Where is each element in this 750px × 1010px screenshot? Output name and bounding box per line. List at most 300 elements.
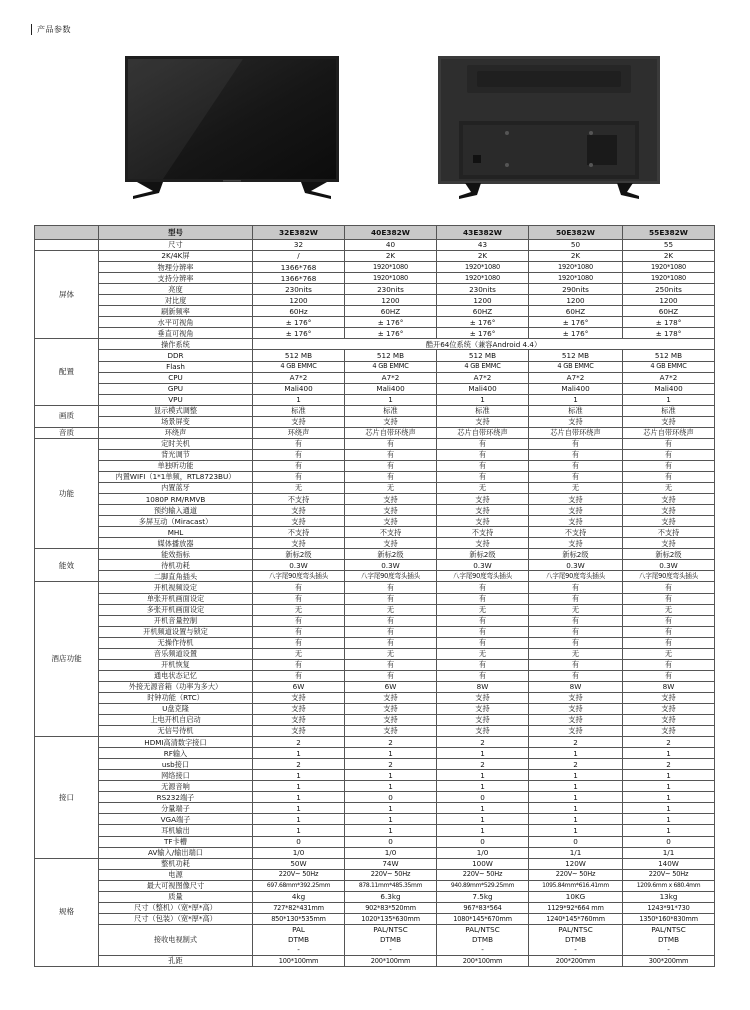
category-cell [35,240,99,251]
value-cell: 2 [437,737,529,748]
table-row [35,471,715,482]
value-cell: 有 [345,659,437,670]
value-line: DTMB [471,934,494,944]
value-cell: 支持 [345,416,437,427]
value-cell: 0.3W [437,560,529,571]
value-cell: 有 [623,626,715,637]
value-cell: 支持 [529,494,623,505]
table-row [35,880,715,891]
value-cell: 1 [437,825,529,836]
value-cell: 1 [529,748,623,759]
value-cell: 有 [529,615,623,626]
value-cell: 1 [437,748,529,759]
value-cell: 有 [437,626,529,637]
value-cell: 60Hz [253,306,345,317]
table-row [35,582,715,593]
row-label: 开机频道设置与锁定 [99,626,253,637]
value-cell: 有 [437,582,529,593]
row-label: RF输入 [99,748,253,759]
table-row [35,681,715,692]
value-cell: 有 [345,471,437,482]
model-header: 40E382W [345,226,437,240]
value-cell: 支持 [623,703,715,714]
table-row [35,604,715,615]
value-cell: 支持 [529,416,623,427]
table-row [35,781,715,792]
value-cell: 有 [437,637,529,648]
table-row [35,593,715,604]
value-cell: 支持 [623,416,715,427]
value-line: PAL [292,924,305,934]
value-cell: 有 [253,449,345,460]
value-cell: 无 [253,604,345,615]
row-label: DDR [99,350,253,361]
value-cell: ± 176° [529,328,623,339]
table-row [35,350,715,361]
size-cell: 50 [529,240,623,251]
row-label: 无操作待机 [99,637,253,648]
value-cell: ± 176° [345,317,437,328]
value-cell: 290nits [529,284,623,295]
value-cell: 1 [529,781,623,792]
value-cell: 1 [345,814,437,825]
value-cell: 1 [623,748,715,759]
value-cell [437,924,529,955]
value-cell: 支持 [345,538,437,549]
row-label: 2K/4K屏 [99,251,253,262]
table-row [35,659,715,670]
value-cell: 1 [253,825,345,836]
table-row [35,737,715,748]
value-cell: 120W [529,858,623,869]
row-label: 最大可视图像尺寸 [99,880,253,891]
row-label: 开机音量控制 [99,615,253,626]
value-cell: 4kg [253,891,345,902]
value-cell: 有 [529,670,623,681]
value-cell: 不支持 [437,527,529,538]
value-cell: 2 [345,759,437,770]
value-cell: 标准 [437,405,529,416]
value-cell: 1240*145*760mm [529,913,623,924]
value-cell: 无 [437,483,529,494]
value-cell: 有 [437,449,529,460]
value-cell: 有 [253,582,345,593]
category-cell: 规格 [35,858,99,966]
table-row [35,427,715,438]
value-cell: 2 [623,759,715,770]
value-cell: 有 [253,615,345,626]
value-line: - [297,944,300,954]
value-cell: 2 [253,737,345,748]
value-cell: 1243*91*730 [623,902,715,913]
value-cell: 无 [529,604,623,615]
row-label: 多屏互动（Miracast） [99,516,253,527]
row-label: 预约输入通道 [99,505,253,516]
value-cell: 1 [623,792,715,803]
row-label: TF卡槽 [99,836,253,847]
value-cell: 512 MB [437,350,529,361]
value-cell: ± 176° [345,328,437,339]
value-cell: 100W [437,858,529,869]
page-title: 产品参数 [37,24,71,34]
row-label: 内置WIFI（1*1单频，RTL8723BU） [99,471,253,482]
value-cell: 1 [345,748,437,759]
value-cell: 1 [253,781,345,792]
value-cell: 0 [437,836,529,847]
row-label: 操作系统 [99,339,253,350]
value-cell: 有 [345,615,437,626]
value-cell: 支持 [529,692,623,703]
value-cell: 有 [623,438,715,449]
value-cell: 50W [253,858,345,869]
table-row [35,869,715,880]
row-label: 电源 [99,869,253,880]
category-cell: 能效 [35,549,99,582]
value-cell: 支持 [345,726,437,737]
value-cell: 6.3kg [345,891,437,902]
value-cell: 支持 [437,416,529,427]
value-cell: / [253,251,345,262]
value-line: DTMB [287,934,310,944]
value-cell: 1 [529,814,623,825]
row-label: 尺寸（包装）（宽*厚*高） [99,913,253,924]
size-cell: 40 [345,240,437,251]
value-cell: Mali400 [623,383,715,394]
value-cell [253,924,345,955]
value-cell: 1129*92*664 mm [529,902,623,913]
table-row [35,516,715,527]
spec-table-header [35,226,715,240]
value-cell: 支持 [623,538,715,549]
value-cell: 0 [345,836,437,847]
value-cell: 940.89mm*529.25mm [437,880,529,891]
table-row [35,715,715,726]
value-cell: 有 [437,471,529,482]
value-cell: 1 [623,394,715,405]
table-row [35,692,715,703]
model-header: 55E382W [623,226,715,240]
value-cell: 1200 [345,295,437,306]
value-cell: 2K [345,251,437,262]
row-label: RS232端子 [99,792,253,803]
value-cell: 0 [345,792,437,803]
value-cell: 4 GB EMMC [253,361,345,372]
row-label: 显示模式调整 [99,405,253,416]
value-cell: 0.3W [345,560,437,571]
table-row [35,494,715,505]
value-cell: 1095.84mm*616.41mm [529,880,623,891]
value-cell: 8W [623,681,715,692]
value-cell: 1/0 [345,847,437,858]
value-cell: 1366*768 [253,273,345,284]
value-cell: 支持 [623,726,715,737]
value-cell: 新标2级 [529,549,623,560]
table-row [35,858,715,869]
model-header: 43E382W [437,226,529,240]
value-line: PAL/NTSC [373,924,408,934]
value-cell: 2K [623,251,715,262]
value-cell: 有 [345,460,437,471]
value-cell: 支持 [529,538,623,549]
value-cell: 有 [529,471,623,482]
value-cell: 2 [253,759,345,770]
row-label: 能效指标 [99,549,253,560]
row-label: HDMI高清数字接口 [99,737,253,748]
value-cell: 支持 [437,538,529,549]
value-cell: 1020*135*630mm [345,913,437,924]
value-cell [345,924,437,955]
value-cell: 支持 [345,516,437,527]
value-cell: 无 [437,604,529,615]
value-cell: 1 [345,825,437,836]
value-cell: 1 [529,825,623,836]
value-cell: 512 MB [253,350,345,361]
value-cell: 2 [529,737,623,748]
value-cell: 0 [623,836,715,847]
value-cell: 220V~ 50Hz [529,869,623,880]
category-cell: 酒店功能 [35,582,99,737]
value-cell: 1 [345,803,437,814]
spec-table-body [35,240,715,967]
value-cell: 有 [623,615,715,626]
value-cell: 1 [253,394,345,405]
value-cell: 230nits [437,284,529,295]
value-cell: 有 [437,460,529,471]
size-cell: 43 [437,240,529,251]
table-row [35,703,715,714]
table-row [35,306,715,317]
table-row [35,383,715,394]
value-cell: 4 GB EMMC [529,361,623,372]
value-cell: 环绕声 [253,427,345,438]
value-cell: 支持 [623,692,715,703]
table-row [35,847,715,858]
value-cell: 1 [253,770,345,781]
model-header: 50E382W [529,226,623,240]
value-cell: 支持 [253,692,345,703]
value-cell: ± 178° [623,317,715,328]
table-row [35,615,715,626]
value-line: - [481,944,484,954]
row-label: 无源音响 [99,781,253,792]
table-row [35,538,715,549]
model-column-header: 型号 [99,226,253,240]
row-label: 背光调节 [99,449,253,460]
value-cell: 4 GB EMMC [623,361,715,372]
tv-front-image [123,55,341,200]
value-cell: 1920*1080 [529,273,623,284]
spec-table [34,225,715,967]
value-cell: 1/0 [437,847,529,858]
table-row [35,438,715,449]
table-row [35,759,715,770]
value-cell: 支持 [345,494,437,505]
value-cell: 1/1 [529,847,623,858]
value-cell: 13kg [623,891,715,902]
value-cell: 1200 [253,295,345,306]
value-cell: 支持 [529,715,623,726]
value-cell: 支持 [345,715,437,726]
tv-back-image [437,55,661,200]
value-cell: 支持 [437,703,529,714]
value-cell: 标准 [345,405,437,416]
row-label: 1080P RM/RMVB [99,494,253,505]
value-cell: 不支持 [529,527,623,538]
value-cell: ± 176° [437,328,529,339]
row-label: 多张开机画面设定 [99,604,253,615]
row-label: 整机功耗 [99,858,253,869]
value-cell: 支持 [253,726,345,737]
value-cell: 支持 [529,703,623,714]
size-cell: 32 [253,240,345,251]
value-cell: 有 [623,670,715,681]
table-row [35,670,715,681]
value-cell: 4 GB EMMC [345,361,437,372]
value-line: DTMB [564,934,587,944]
value-cell: A7*2 [623,372,715,383]
value-cell: 支持 [253,703,345,714]
row-label: 音乐频道设置 [99,648,253,659]
value-cell: 有 [623,460,715,471]
value-cell: 支持 [623,494,715,505]
value-cell: 1 [623,770,715,781]
page-header [31,22,71,36]
value-cell: 967*83*564 [437,902,529,913]
table-row [35,372,715,383]
value-line: PAL/NTSC [651,924,686,934]
value-cell: 有 [623,449,715,460]
row-label: 接收电视制式 [99,924,253,955]
value-cell: 1200 [437,295,529,306]
value-cell: 0 [437,792,529,803]
table-row [35,825,715,836]
value-cell: 60HZ [345,306,437,317]
table-row [35,913,715,924]
size-cell: 55 [623,240,715,251]
row-label: 开机恢复 [99,659,253,670]
row-label: 外接无源音箱（功率为多大） [99,681,253,692]
value-cell: 1 [529,394,623,405]
value-cell: 有 [529,460,623,471]
table-row [35,955,715,966]
value-cell: ± 176° [437,317,529,328]
value-cell: 无 [253,648,345,659]
table-row [35,328,715,339]
table-row [35,483,715,494]
value-cell: ± 176° [529,317,623,328]
value-cell: 10KG [529,891,623,902]
value-cell: 支持 [529,726,623,737]
value-cell: 有 [623,471,715,482]
table-row [35,251,715,262]
value-cell: 1366*768 [253,262,345,273]
value-cell: Mali400 [437,383,529,394]
table-row [35,405,715,416]
value-cell: 230nits [253,284,345,295]
row-label: CPU [99,372,253,383]
value-cell: 有 [253,471,345,482]
model-header: 32E382W [253,226,345,240]
value-cell: 230nits [345,284,437,295]
value-cell: 有 [437,615,529,626]
value-cell: 512 MB [623,350,715,361]
value-cell: 有 [529,449,623,460]
value-cell: 1080*145*670mm [437,913,529,924]
table-row [35,361,715,372]
table-row [35,571,715,582]
value-cell: 不支持 [253,494,345,505]
table-row [35,626,715,637]
row-label: 尺寸（整机）（宽*厚*高） [99,902,253,913]
row-label: 场景屏变 [99,416,253,427]
value-cell: 有 [437,438,529,449]
value-cell: 支持 [623,505,715,516]
category-cell: 音质 [35,427,99,438]
value-cell: 200*100mm [437,955,529,966]
value-cell: 支持 [345,692,437,703]
value-cell: 512 MB [345,350,437,361]
corner-cell [35,226,99,240]
table-row [35,748,715,759]
table-row [35,262,715,273]
value-cell: ± 176° [253,328,345,339]
value-cell: 八字尾90度弯头插头 [345,571,437,582]
value-cell: 1 [437,814,529,825]
value-cell: 八字尾90度弯头插头 [253,571,345,582]
value-cell: 芯片自带环绕声 [437,427,529,438]
value-cell: 1920*1080 [345,262,437,273]
table-row [35,240,715,251]
category-cell: 接口 [35,737,99,859]
value-cell: 有 [529,582,623,593]
value-cell: 1 [253,803,345,814]
value-cell: 支持 [529,505,623,516]
value-cell: 支持 [437,726,529,737]
value-line: PAL/NTSC [465,924,500,934]
value-cell: 有 [253,659,345,670]
value-cell: 74W [345,858,437,869]
value-cell: 1 [437,781,529,792]
value-cell: 有 [345,670,437,681]
value-cell: 八字尾90度弯头插头 [437,571,529,582]
table-row [35,891,715,902]
row-label: 刷新频率 [99,306,253,317]
table-row [35,924,715,955]
value-cell: 有 [437,670,529,681]
row-label: 网络接口 [99,770,253,781]
value-cell: 1/1 [623,847,715,858]
value-cell: 有 [345,438,437,449]
value-cell: 支持 [437,692,529,703]
value-cell: 有 [529,659,623,670]
value-cell: 无 [529,483,623,494]
row-label: 二脚直角插头 [99,571,253,582]
value-cell: 有 [437,659,529,670]
row-label: 定时关机 [99,438,253,449]
row-label: GPU [99,383,253,394]
value-cell: 0 [253,836,345,847]
value-cell: 1 [623,814,715,825]
row-label: 垂直可视角 [99,328,253,339]
value-cell: 1 [437,394,529,405]
table-row [35,284,715,295]
value-cell: 有 [529,438,623,449]
value-cell: 有 [529,626,623,637]
value-cell: 无 [345,604,437,615]
value-cell: 1209.6mm x 680.4mm [623,880,715,891]
value-cell: 220V~ 50Hz [437,869,529,880]
value-cell: 有 [253,593,345,604]
